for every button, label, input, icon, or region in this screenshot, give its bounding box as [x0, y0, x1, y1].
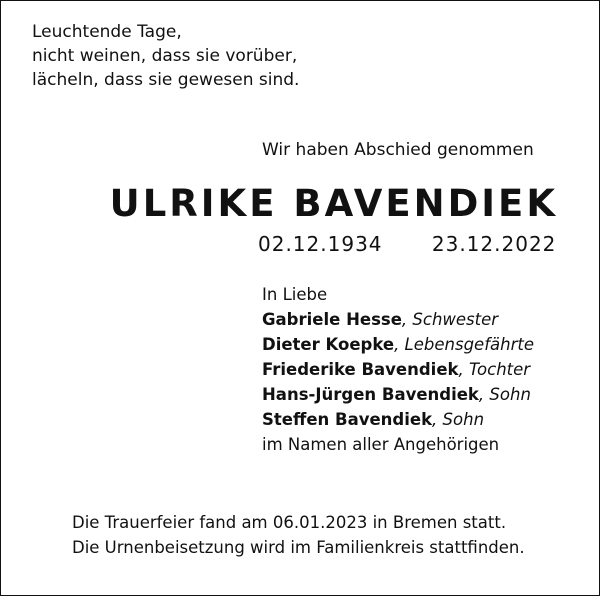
poem-line: nicht weinen, dass sie vorüber, [32, 46, 298, 66]
mourner [262, 307, 534, 332]
mourner-relation: , Tochter [458, 360, 531, 379]
info-line: Die Urnenbeisetzung wird im Familienkreis stattfinden. [72, 538, 525, 557]
mourner-relation: , Schwester [401, 310, 499, 329]
mourner [262, 382, 534, 407]
intro-text: Wir haben Abschied genommen [262, 140, 534, 160]
mourner-name: Steffen Bavendiek [262, 410, 433, 429]
mourner [262, 407, 534, 432]
mourner [262, 332, 534, 357]
mourner-relation: , Sohn [478, 385, 531, 404]
mourners-list [262, 282, 534, 457]
poem-line: lächeln, dass sie gewesen sind. [32, 70, 300, 90]
mourner-name: Hans-Jürgen Bavendiek [262, 385, 479, 404]
mourners-opening: In Liebe [262, 285, 328, 304]
deceased-name: ULRIKE BAVENDIEK [109, 182, 558, 225]
service-info [72, 510, 525, 560]
mourner-relation: , Lebensgefährte [394, 335, 534, 354]
mourner-relation: , Sohn [432, 410, 485, 429]
mourner [262, 357, 534, 382]
life-dates [258, 232, 556, 256]
mourners-closing: im Namen aller Angehörigen [262, 435, 500, 454]
death-date: 23.12.2022 [431, 232, 557, 256]
mourner-name: Dieter Koepke [262, 335, 395, 354]
mourner-name: Gabriele Hesse [262, 310, 402, 329]
info-line: Die Trauerfeier fand am 06.01.2023 in Bremen statt. [72, 513, 507, 532]
poem [32, 20, 299, 92]
birth-date: 02.12.1934 [258, 232, 383, 256]
mourner-name: Friederike Bavendiek [262, 360, 459, 379]
poem-line: Leuchtende Tage, [32, 22, 182, 42]
